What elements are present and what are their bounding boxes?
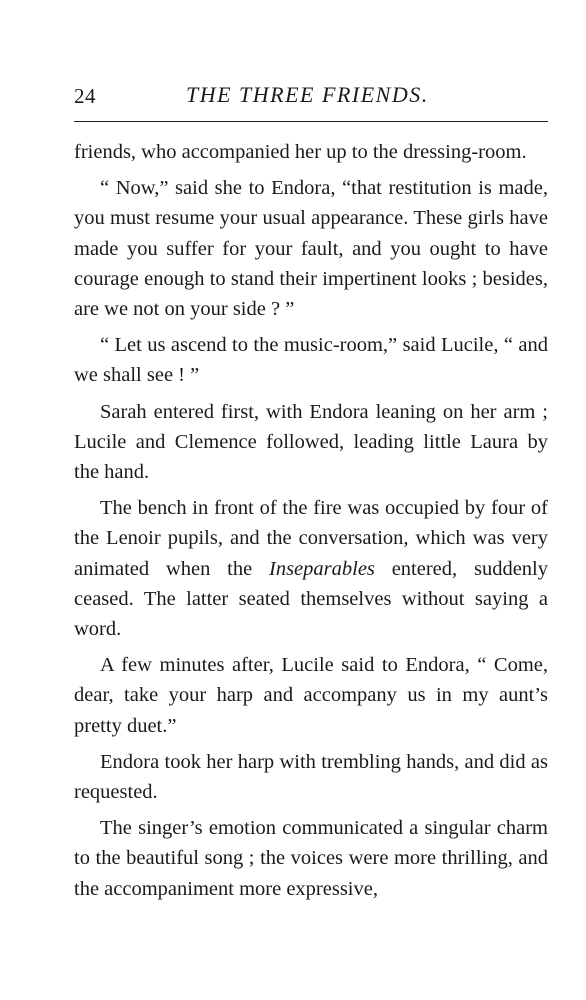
paragraph: The singer’s emotion communicated a singular charm to the beautiful song ; the voices were more thrilling, and the accompaniment more expressive, — [74, 817, 548, 900]
paragraph: friends, who accompanied her up to the dressing-room. — [74, 141, 527, 163]
header-rule — [74, 121, 548, 122]
page-number: 24 — [74, 84, 96, 108]
page-header — [74, 80, 550, 116]
paragraph-text: entered, suddenly ceased. The latter seated themselves without saying a word. — [74, 557, 548, 641]
paragraph: A few minutes after, Lucile said to Endora, “ Come, dear, take your harp and accompany us in my aunt’s pretty duet.” — [74, 654, 548, 737]
running-title: THE THREE FRIENDS. — [186, 82, 429, 107]
body-text — [74, 137, 548, 910]
paragraph: Sarah entered first, with Endora leaning on her arm ; Lucile and Clemence followed, leading little Laura by the hand. — [74, 400, 548, 484]
paragraph: Endora took her harp with trembling hands, and did as requested. — [74, 750, 548, 804]
paragraph — [74, 493, 548, 644]
paragraph: “ Now,” said she to Endora, “that restitution is made, you must resume your usual appearance. These girls have made you suffer for your fault, and you ought to have courage enough to stand their impertinent looks ; besides, are we not on your side ? ” — [74, 177, 548, 321]
paragraph-text: The bench in front of the fire was occupied by four of the Lenoir pupils, and the conversation, which was very animated when the — [74, 497, 548, 580]
italic-term: Inseparables — [269, 557, 375, 580]
paragraph: “ Let us ascend to the music-room,” said Lucile, “ and we shall see ! ” — [74, 334, 548, 387]
